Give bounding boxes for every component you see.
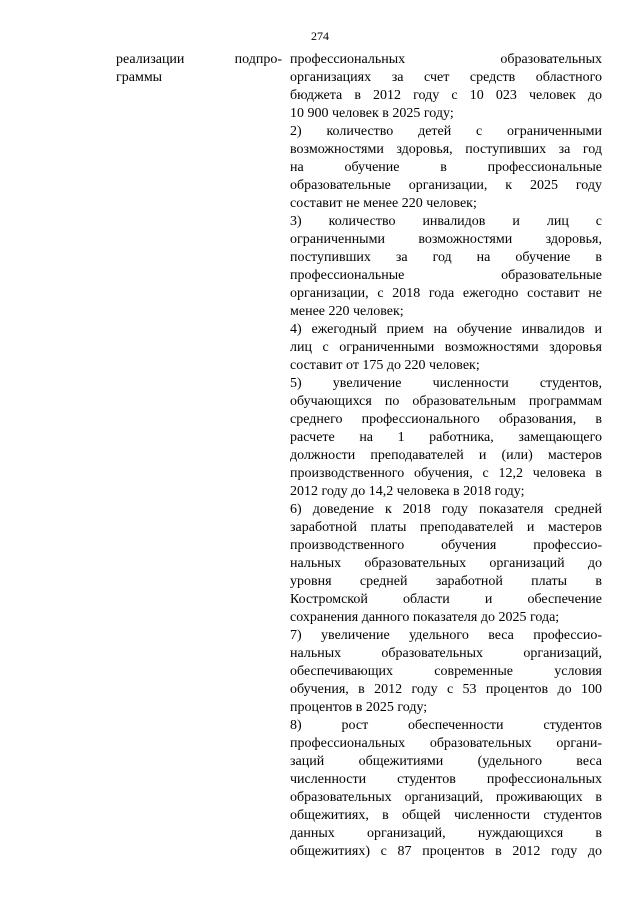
row-label-word-2: подпро-: [234, 52, 282, 67]
content-line: профессиональных образовательных: [290, 52, 602, 67]
content-line: процентов в 2025 году;: [290, 700, 428, 715]
content-line: составит от 175 до 220 человек;: [290, 358, 480, 373]
content-line: численности студентов профессиональных: [290, 772, 602, 787]
content-line: лиц с ограниченными возможностями здоровья: [290, 340, 602, 355]
row-label-line-1: [116, 51, 282, 69]
content-line: профессиональных образовательных органи-: [290, 736, 602, 751]
content-line: обучения, в 2012 году с 53 процентов до 100: [290, 682, 602, 697]
content-line: данных организаций, нуждающихся в: [290, 826, 602, 841]
page-number: 274: [311, 29, 329, 43]
content-line: обеспечивающих современные условия: [290, 664, 602, 679]
content-line: заций общежитиями (удельного веса: [290, 754, 602, 769]
content-line: 7) увеличение удельного веса профессио-: [290, 628, 602, 643]
row-content-cell: [290, 51, 602, 861]
content-line: Костромской области и обеспечение: [290, 592, 602, 607]
content-line: бюджета в 2012 году с 10 023 человек до: [290, 88, 602, 103]
content-line: должности преподавателей и (или) мастеров: [290, 448, 602, 463]
content-line: 4) ежегодный прием на обучение инвалидов и: [290, 322, 602, 337]
content-line: организации, с 2018 года ежегодно составит не: [290, 286, 602, 301]
content-line: общежитиях) с 87 процентов в 2012 году до: [290, 844, 602, 859]
content-line: образовательных организаций, проживающих в: [290, 790, 602, 805]
content-line: менее 220 человек;: [290, 304, 404, 319]
row-label-word-1: реализации: [116, 52, 185, 67]
content-line: производственного обучения, с 12,2 человека в: [290, 466, 602, 481]
content-line: 6) доведение к 2018 году показателя средней: [290, 502, 602, 517]
content-line: организациях за счет средств областного: [290, 70, 602, 85]
content-line: образовательные организации, к 2025 году: [290, 178, 602, 193]
content-line: 8) рост обеспеченности студентов: [290, 718, 602, 733]
row-label-line-2: граммы: [116, 70, 163, 85]
row-label-cell: [116, 51, 282, 87]
content-line: нальных образовательных организаций,: [290, 646, 602, 661]
content-line: 5) увеличение численности студентов,: [290, 376, 602, 391]
content-line: общежитиях, в общей численности студентов: [290, 808, 602, 823]
content-line: 10 900 человек в 2025 году;: [290, 106, 454, 121]
content-line: производственного обучения профессио-: [290, 538, 602, 553]
content-line: составит не менее 220 человек;: [290, 196, 477, 211]
content-line: 2) количество детей с ограниченными: [290, 124, 602, 139]
content-line: профессиональные образовательные: [290, 268, 602, 283]
content-line: возможностями здоровья, поступивших за год: [290, 142, 602, 157]
content-line: среднего профессионального образования, в: [290, 412, 602, 427]
content-line: 2012 году до 14,2 человека в 2018 году;: [290, 484, 525, 499]
content-line: расчете на 1 работника, замещающего: [290, 430, 602, 445]
content-line: ограниченными возможностями здоровья,: [290, 232, 602, 247]
content-line: обучающихся по образовательным программам: [290, 394, 602, 409]
content-line: заработной платы преподавателей и мастеров: [290, 520, 602, 535]
content-line: поступивших за год на обучение в: [290, 250, 602, 265]
content-line: на обучение в профессиональные: [290, 160, 602, 175]
content-line: уровня средней заработной платы в: [290, 574, 602, 589]
content-line: 3) количество инвалидов и лиц с: [290, 214, 602, 229]
content-line: сохранения данного показателя до 2025 года;: [290, 610, 560, 625]
content-line: нальных образовательных организаций до: [290, 556, 602, 571]
